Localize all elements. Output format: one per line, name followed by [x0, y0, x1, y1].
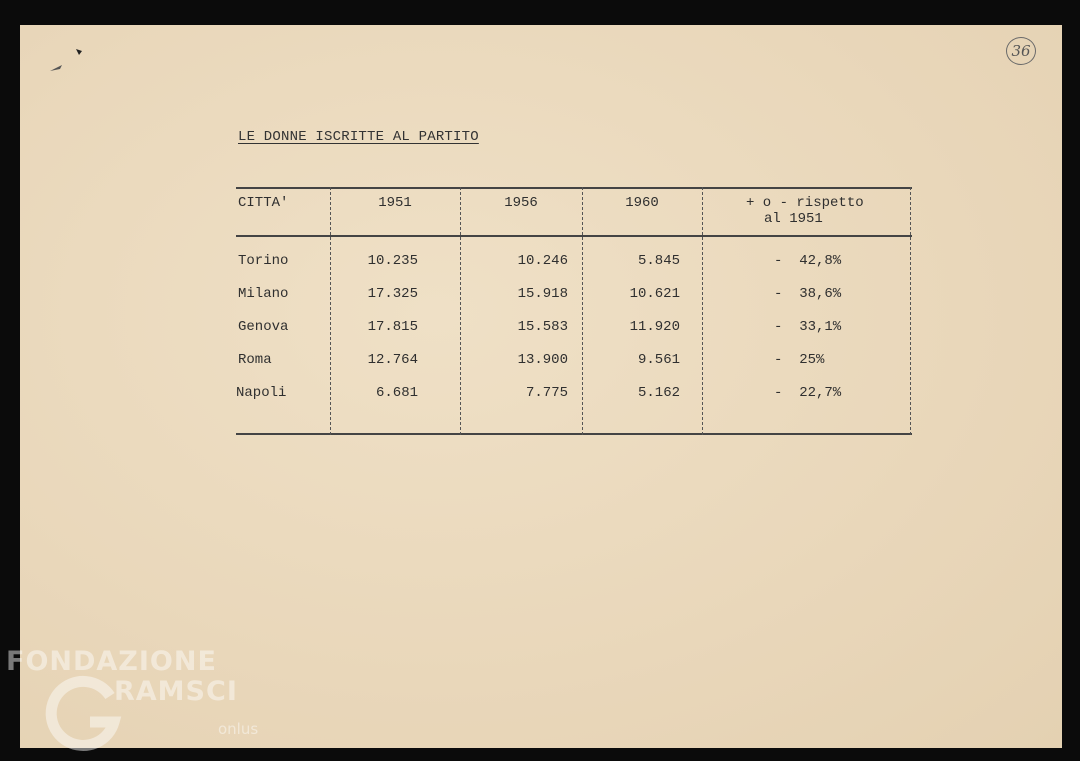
watermark-g-icon [44, 674, 124, 754]
table-bottom-rule [236, 433, 912, 435]
header-change-line1: + o - rispetto [746, 195, 864, 211]
watermark-line1: FONDAZIONE [6, 646, 217, 677]
cell-city: Roma [238, 352, 272, 368]
table-header-rule [236, 235, 912, 237]
cell-1960: 11.920 [629, 319, 680, 335]
cell-1956: 10.246 [517, 253, 568, 269]
header-1960: 1960 [625, 195, 659, 211]
cell-change: - 33,1% [774, 319, 842, 335]
cell-city: Milano [238, 286, 289, 302]
document-page [20, 25, 1062, 748]
cell-1951: 10.235 [367, 253, 418, 269]
header-change-line2: al 1951 [764, 211, 823, 227]
cell-1956: 15.583 [517, 319, 568, 335]
cell-1951: 12.764 [367, 352, 418, 368]
cell-city: Napoli [236, 385, 287, 401]
column-divider [702, 187, 703, 435]
cell-1951: 17.325 [367, 286, 418, 302]
document-title: LE DONNE ISCRITTE AL PARTITO [238, 129, 479, 145]
cell-1960: 5.162 [637, 385, 680, 401]
watermark-line3: onlus [218, 720, 259, 738]
cell-city: Genova [238, 319, 289, 335]
cell-1960: 10.621 [629, 286, 680, 302]
table-top-rule [236, 187, 912, 189]
header-1951: 1951 [378, 195, 412, 211]
cell-1956: 7.775 [525, 385, 568, 401]
data-table [236, 187, 912, 435]
cell-1960: 5.845 [637, 253, 680, 269]
page-number: 36 [1006, 37, 1036, 65]
header-city: CITTA' [238, 195, 289, 211]
cell-change: - 42,8% [774, 253, 842, 269]
cell-1956: 15.918 [517, 286, 568, 302]
cell-1960: 9.561 [637, 352, 680, 368]
column-divider [910, 187, 911, 435]
cell-change: - 25% [774, 352, 825, 368]
watermark-logo [6, 646, 276, 756]
cell-1956: 13.900 [517, 352, 568, 368]
ink-mark-icon [48, 47, 88, 77]
header-1956: 1956 [504, 195, 538, 211]
cell-1951: 6.681 [375, 385, 418, 401]
cell-change: - 38,6% [774, 286, 842, 302]
cell-city: Torino [238, 253, 289, 269]
cell-change: - 22,7% [774, 385, 842, 401]
watermark-line2: RAMSCI [114, 676, 238, 707]
cell-1951: 17.815 [367, 319, 418, 335]
